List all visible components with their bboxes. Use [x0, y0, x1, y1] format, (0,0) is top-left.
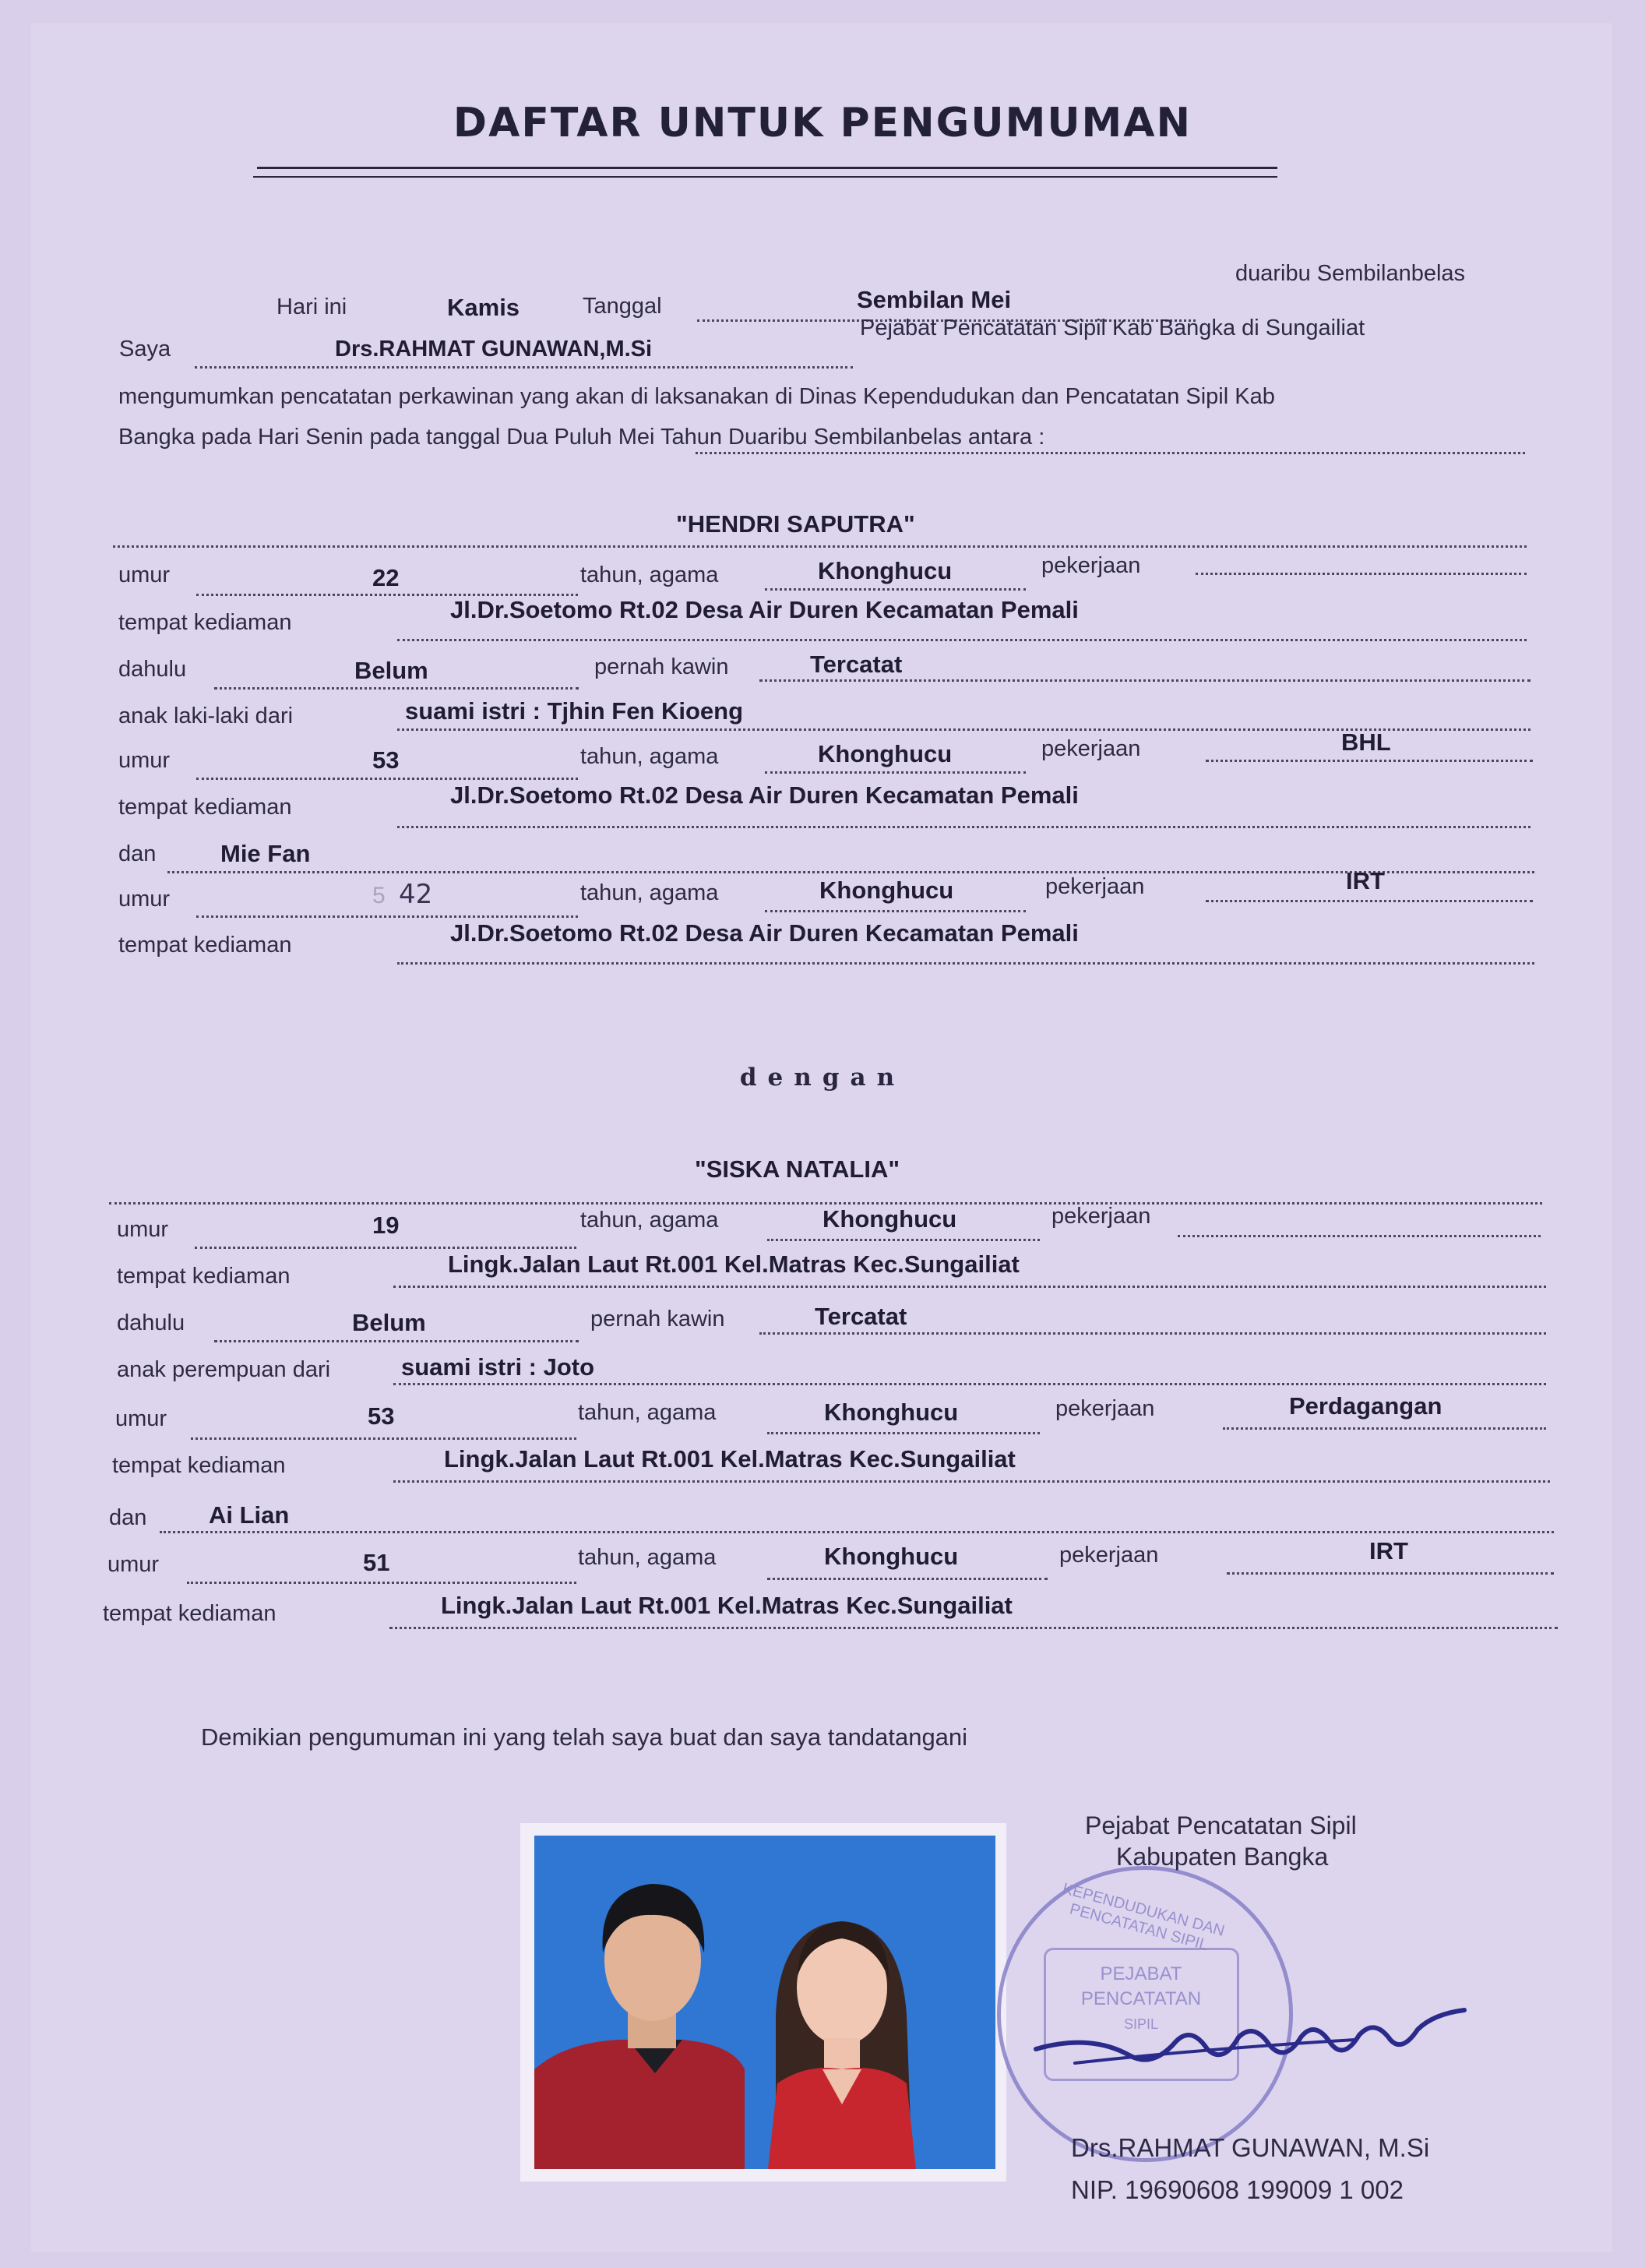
tempat-kediaman-label: tempat kediaman: [112, 1453, 286, 1478]
groom-ayah-alamat: Jl.Dr.Soetomo Rt.02 Desa Air Duren Kecamatan Pemali: [450, 781, 1079, 809]
bride-ayah-agama: Khonghucu: [824, 1399, 959, 1426]
bride-ayah: suami istri : Joto: [401, 1353, 595, 1381]
dotted-line: [195, 1247, 576, 1249]
dotted-line: [696, 452, 1525, 454]
nama-pejabat: Drs.RAHMAT GUNAWAN,M.Si: [335, 337, 653, 362]
tahun-agama-label: tahun, agama: [580, 744, 719, 769]
bride-name: "SISKA NATALIA": [695, 1155, 900, 1183]
dotted-line: [759, 679, 1531, 682]
umur-label: umur: [115, 1406, 167, 1431]
groom-ibu-alamat: Jl.Dr.Soetomo Rt.02 Desa Air Duren Kecamatan Pemali: [450, 919, 1079, 947]
groom-umur: 22: [372, 564, 400, 591]
signatory-name: Drs.RAHMAT GUNAWAN, M.Si: [1071, 2133, 1430, 2162]
bride-dahulu: Belum: [352, 1309, 426, 1336]
couple-photo-illustration: [534, 1836, 995, 2169]
dotted-line: [765, 771, 1026, 774]
tahun-agama-label: tahun, agama: [578, 1545, 717, 1570]
bride-ayah-umur: 53: [368, 1402, 395, 1430]
dotted-line: [1227, 1572, 1554, 1575]
groom-ayah-umur: 53: [372, 746, 400, 774]
signatory-nip: NIP. 19690608 199009 1 002: [1071, 2175, 1404, 2204]
groom-ibu-umur: 42: [399, 879, 433, 910]
tahun-value: duaribu Sembilanbelas: [1235, 261, 1466, 286]
tempat-kediaman-label: tempat kediaman: [118, 795, 292, 820]
title-underline-2: [253, 176, 1277, 178]
tanggal-label: Tanggal: [583, 294, 662, 319]
dotted-line: [160, 1531, 1554, 1533]
dotted-line: [191, 1437, 576, 1440]
tempat-kediaman-label: tempat kediaman: [117, 1264, 291, 1289]
pernah-kawin-label: pernah kawin: [594, 654, 729, 679]
title-underline: [257, 167, 1277, 169]
pekerjaan-label: pekerjaan: [1041, 736, 1141, 761]
bride-umur: 19: [372, 1212, 400, 1239]
dotted-line: [1206, 760, 1533, 762]
dotted-line: [759, 1332, 1546, 1335]
groom-name: "HENDRI SAPUTRA": [676, 510, 915, 538]
dotted-line: [1206, 900, 1533, 902]
bride-agama: Khonghucu: [822, 1205, 957, 1233]
umur-label: umur: [107, 1552, 160, 1577]
dotted-line: [397, 639, 1527, 641]
dotted-line: [214, 1340, 579, 1342]
groom-pernah-kawin: Tercatat: [810, 651, 903, 678]
bride-ayah-pekerjaan: Perdagangan: [1289, 1392, 1442, 1420]
dotted-line: [195, 366, 853, 369]
tahun-agama-label: tahun, agama: [580, 1208, 719, 1233]
handwritten-signature: [1028, 1995, 1495, 2080]
tempat-kediaman-label: tempat kediaman: [103, 1601, 277, 1626]
hari-value: Kamis: [447, 294, 520, 321]
dotted-line: [397, 962, 1534, 965]
dotted-line: [393, 1286, 1546, 1288]
dotted-line: [1196, 573, 1527, 575]
saya-label: Saya: [119, 337, 171, 362]
bride-ibu-alamat: Lingk.Jalan Laut Rt.001 Kel.Matras Kec.Sungailiat: [441, 1592, 1013, 1619]
dotted-line: [1178, 1235, 1541, 1237]
tempat-kediaman-label: tempat kediaman: [118, 610, 292, 635]
groom-ibu-umur-crossed: 5: [372, 883, 386, 908]
groom-ibu-pekerjaan: IRT: [1346, 867, 1385, 894]
dengan-separator: dengan: [739, 1063, 906, 1092]
bride-pernah-kawin: Tercatat: [815, 1303, 907, 1330]
bride-ibu-pekerjaan: IRT: [1369, 1537, 1408, 1564]
couple-photo: [534, 1836, 995, 2169]
stamp-text-3: SIPIL: [1123, 2016, 1159, 2032]
dotted-line: [187, 1582, 576, 1584]
umur-label: umur: [118, 887, 171, 912]
dotted-line: [767, 1239, 1040, 1241]
bride-alamat: Lingk.Jalan Laut Rt.001 Kel.Matras Kec.Sungailiat: [448, 1250, 1020, 1278]
hari-ini-label: Hari ini: [277, 295, 347, 319]
dotted-line: [1223, 1427, 1546, 1430]
closing-statement: Demikian pengumuman ini yang telah saya buat dan saya tandatangani: [201, 1723, 968, 1751]
tahun-agama-label: tahun, agama: [580, 563, 719, 587]
stamp-ring-text: KEPENDUDUKAN DAN PENCATATAN SIPIL: [1060, 1880, 1227, 1954]
pekerjaan-label: pekerjaan: [1045, 874, 1145, 899]
dotted-line: [765, 588, 1026, 591]
dahulu-label: dahulu: [118, 657, 187, 682]
groom-agama: Khonghucu: [818, 557, 953, 584]
dan-label: dan: [118, 841, 157, 866]
intro-line-1: mengumumkan pencatatan perkawinan yang akan di laksanakan di Dinas Kependudukan dan Pencatatan Sipil Kab: [118, 384, 1275, 409]
umur-label: umur: [118, 748, 171, 773]
groom-ibu: Mie Fan: [220, 840, 311, 867]
pekerjaan-label: pekerjaan: [1051, 1204, 1151, 1229]
dotted-line: [397, 826, 1531, 828]
umur-label: umur: [117, 1217, 169, 1242]
pekerjaan-label: pekerjaan: [1055, 1396, 1155, 1421]
groom-dahulu: Belum: [354, 657, 428, 684]
bride-ibu-agama: Khonghucu: [824, 1543, 959, 1570]
bride-ayah-alamat: Lingk.Jalan Laut Rt.001 Kel.Matras Kec.Sungailiat: [444, 1445, 1016, 1473]
anak-perempuan-label: anak perempuan dari: [117, 1357, 331, 1382]
dotted-line: [196, 778, 578, 780]
dotted-line: [167, 871, 1534, 873]
groom-alamat: Jl.Dr.Soetomo Rt.02 Desa Air Duren Kecamatan Pemali: [450, 596, 1079, 623]
stamp-text-1: PEJABAT: [1100, 1963, 1182, 1984]
dotted-line: [393, 1480, 1550, 1483]
dotted-line: [109, 1202, 1542, 1205]
pernah-kawin-label: pernah kawin: [590, 1307, 725, 1332]
dotted-line: [767, 1432, 1040, 1434]
dotted-line: [393, 1383, 1546, 1385]
tahun-agama-label: tahun, agama: [578, 1400, 717, 1425]
intro-line-2: Bangka pada Hari Senin pada tanggal Dua Puluh Mei Tahun Duaribu Sembilanbelas antara :: [118, 425, 1045, 450]
dotted-line: [765, 910, 1026, 912]
dan-label: dan: [109, 1505, 147, 1530]
dotted-line: [389, 1627, 1558, 1629]
stamp-text-2: PENCATATAN: [1080, 1988, 1202, 2009]
pekerjaan-label: pekerjaan: [1041, 553, 1141, 578]
tanggal-value: Sembilan Mei: [857, 286, 1012, 313]
bride-ibu-umur: 51: [363, 1549, 390, 1576]
anak-laki-label: anak laki-laki dari: [118, 704, 294, 728]
umur-label: umur: [118, 563, 171, 587]
dotted-line: [196, 915, 578, 918]
document-title: DAFTAR UNTUK PENGUMUMAN: [453, 100, 1192, 146]
bride-ibu: Ai Lian: [209, 1501, 290, 1529]
jabatan-text: Pejabat Pencatatan Sipil Kab Bangka di Sungailiat: [860, 316, 1365, 340]
pekerjaan-label: pekerjaan: [1059, 1543, 1159, 1568]
dotted-line: [214, 687, 579, 690]
groom-ibu-agama: Khonghucu: [819, 877, 954, 904]
dotted-line: [113, 545, 1527, 548]
tahun-agama-label: tahun, agama: [580, 880, 719, 905]
dahulu-label: dahulu: [117, 1310, 185, 1335]
dotted-line: [767, 1578, 1048, 1580]
groom-ayah-agama: Khonghucu: [818, 740, 953, 767]
signature-office-2: Kabupaten Bangka: [1116, 1843, 1329, 1871]
groom-ayah-pekerjaan: BHL: [1341, 728, 1391, 756]
tempat-kediaman-label: tempat kediaman: [118, 933, 292, 958]
signature-office-1: Pejabat Pencatatan Sipil: [1085, 1811, 1357, 1839]
groom-ayah: suami istri : Tjhin Fen Kioeng: [405, 697, 744, 725]
